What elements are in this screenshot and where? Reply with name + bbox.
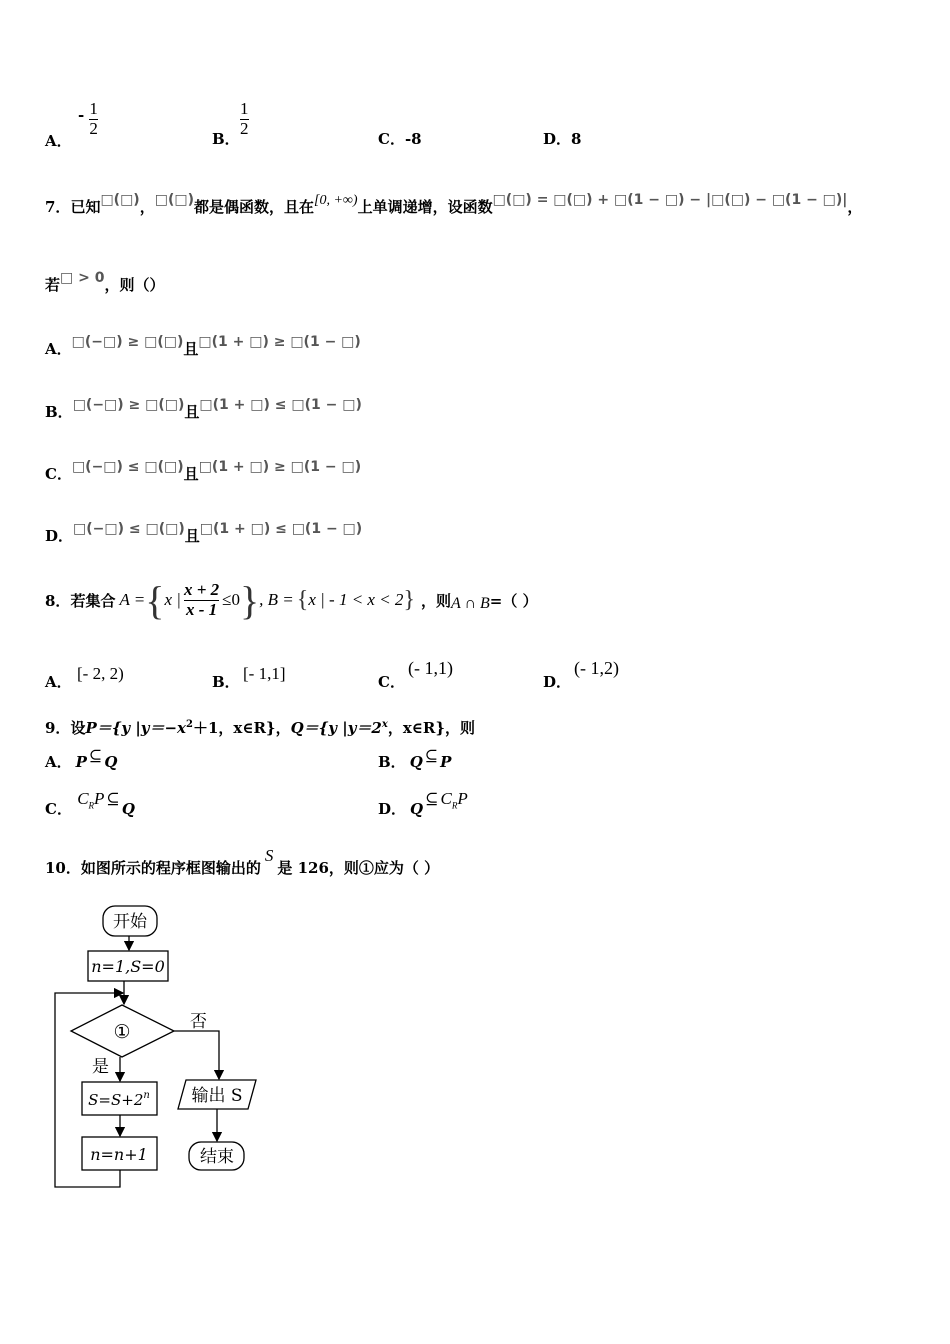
- q7-option-c-right: □(1 + □) ≥ □(1 − □): [198, 459, 362, 475]
- q6-option-c-value: -8: [404, 130, 422, 148]
- q9-option-c-right: Q: [121, 800, 135, 818]
- q7-func-f: □(□): [100, 192, 140, 208]
- flowchart-update-n-label: n=n+1: [90, 1145, 148, 1164]
- q10-number: 10．: [45, 859, 81, 877]
- q8-option-d-label: D．: [543, 673, 572, 691]
- q8-text-2: ，则: [420, 591, 451, 610]
- q6-option-a-label: A．: [45, 132, 72, 150]
- q7-func-g: □(□): [154, 192, 194, 208]
- q9-option-c-label: C．: [45, 800, 72, 818]
- q8-fraction-denominator: x - 1: [185, 599, 218, 619]
- q9-option-b-label: B．: [378, 753, 406, 771]
- q7-option-a-label: A．: [45, 340, 72, 358]
- q7-option-a-and: 且: [183, 340, 199, 358]
- q8-set-a-prefix: A =: [119, 590, 146, 609]
- q6-option-a-numerator: 1: [89, 99, 98, 118]
- q10-text-1: 如图所示的程序框图输出的: [80, 859, 261, 877]
- q8-option-a-label: A．: [45, 673, 72, 691]
- q7-option-a-left: □(−□) ≥ □(□): [71, 334, 184, 350]
- q8-option-c-label: C．: [378, 673, 405, 691]
- flowchart-update-s-label: [88, 1090, 150, 1109]
- q8-set-b-brace-open: {: [296, 586, 309, 613]
- q9-option-a-right: Q: [104, 753, 118, 771]
- q9-p-superscript: 2: [186, 719, 193, 730]
- q10-variable-s: S: [264, 846, 274, 865]
- q9-p-definition: P＝{y |y＝−x: [85, 719, 187, 737]
- q7-option-d-left: □(−□) ≤ □(□): [73, 521, 185, 537]
- q7-option-c-left: □(−□) ≤ □(□): [71, 459, 184, 475]
- q7-comma: ，: [139, 198, 155, 216]
- flowchart-arrow-cond-no: [174, 1031, 219, 1079]
- q9-option-b-left: Q: [409, 753, 423, 771]
- q8-right-brace: }: [239, 577, 260, 623]
- q8-option-c-value: (- 1,1): [408, 658, 453, 678]
- flowchart-output-label: 输出 S: [191, 1086, 243, 1106]
- q9-option-d-left: Q: [410, 800, 424, 818]
- q6-option-c-label: C．: [378, 130, 405, 148]
- q8-fraction-numerator: x + 2: [183, 579, 220, 599]
- q7-option-c-label: C．: [45, 465, 72, 483]
- q9-q-superscript: x: [381, 719, 388, 730]
- q9-p-rest: ＋1，x∈R}，: [192, 719, 291, 737]
- q8-option-d-value: (- 1,2): [574, 658, 619, 678]
- flowchart-end-label: 结束: [200, 1147, 234, 1167]
- q6-option-d-label: D．: [543, 130, 572, 148]
- q7-number: 7．: [45, 198, 71, 216]
- q9-option-d-sub: R: [451, 800, 458, 811]
- q7-option-b-label: B．: [45, 403, 73, 421]
- q7-text-4: ，: [847, 198, 863, 216]
- q7-text-3: 上单调递增，设函数: [357, 198, 493, 216]
- q8-option-b-label: B．: [212, 673, 240, 691]
- q7-option-d-right: □(1 + □) ≤ □(1 − □): [199, 521, 363, 537]
- q8-option-a-value: [- 2, 2): [77, 664, 124, 683]
- q6-option-d-value: 8: [571, 130, 582, 148]
- q7-option-b-right: □(1 + □) ≤ □(1 − □): [199, 397, 362, 413]
- q8-set-a-condition: ≤0: [222, 590, 240, 609]
- q7-text-5: 若: [45, 276, 61, 294]
- q8-text-3: =（ ）: [489, 591, 538, 610]
- q9-option-d-c: C: [440, 789, 452, 808]
- q7-option-a-right: □(1 + □) ≥ □(1 − □): [198, 334, 361, 350]
- flowchart-update-s-sup: n: [143, 1090, 150, 1101]
- q9-option-c-symbol: ⊆: [106, 791, 120, 808]
- q7-text-1: 已知: [70, 198, 101, 216]
- q7-option-b-and: 且: [184, 403, 200, 421]
- q9-option-b-right: P: [440, 753, 452, 771]
- q8-number: 8．: [45, 591, 71, 610]
- q9-option-c-c: C: [77, 789, 89, 808]
- q7-text-6: ，则（）: [104, 276, 165, 294]
- q9-option-d-label: D．: [378, 800, 407, 818]
- q8-intersection: A ∩ B: [450, 595, 490, 612]
- q10-text-2: 是 126，则①应为（ ）: [277, 859, 440, 877]
- flowchart-condition-label: ①: [113, 1021, 131, 1043]
- q9-option-b-symbol: ⊆: [424, 748, 439, 765]
- q8-left-brace: {: [145, 577, 165, 623]
- q8-set-b-body: x | - 1 < x < 2: [308, 590, 404, 609]
- q6-option-a-denominator: 2: [89, 118, 98, 138]
- flowchart-no-label: 否: [190, 1012, 207, 1032]
- q7-option-d-and: 且: [184, 527, 200, 545]
- q9-option-a-symbol: ⊆: [88, 748, 103, 765]
- q8-set-b-prefix: , B =: [259, 590, 294, 609]
- q6-option-b-label: B．: [212, 130, 240, 148]
- q9-option-c-p: P: [94, 789, 105, 808]
- q9-option-d-symbol: ⊆: [425, 791, 439, 808]
- q8-text-1: 若集合: [70, 591, 116, 610]
- q7-interval: [0, +∞): [314, 193, 358, 208]
- q7-option-b-left: □(−□) ≥ □(□): [72, 397, 185, 413]
- q9-option-a-left: P: [75, 753, 87, 771]
- q6-option-b-numerator: 1: [240, 99, 249, 118]
- flowchart-yes-label: 是: [92, 1057, 109, 1077]
- q9-option-c-sub: R: [88, 800, 95, 811]
- q6-option-a-sign: -: [78, 105, 85, 124]
- q6-option-b-denominator: 2: [240, 118, 249, 138]
- q7-condition: □ > 0: [60, 270, 105, 286]
- q8-set-a-var: x |: [164, 590, 181, 609]
- q7-function-definition: □(□) = □(□) + □(1 − □) − |□(□) − □(1 − □)|: [492, 192, 848, 208]
- q7-option-d-label: D．: [45, 527, 74, 545]
- q7-option-c-and: 且: [183, 465, 199, 483]
- q9-option-d-p: P: [457, 789, 468, 808]
- flowchart-start-label: 开始: [113, 912, 147, 932]
- flowchart-update-s-text: S=S+2: [88, 1091, 144, 1109]
- q7-text-2: 都是偶函数，且在: [194, 198, 315, 216]
- q9-option-a-label: A．: [45, 753, 72, 771]
- q8-set-b-brace-close: }: [403, 586, 415, 613]
- q9-text-1: 设: [70, 719, 86, 737]
- q9-q-rest: ，x∈R}，则: [387, 719, 475, 737]
- q8-option-b-value: [- 1,1]: [243, 664, 286, 683]
- q9-q-definition: Q＝{y |y＝2: [290, 719, 382, 737]
- q9-number: 9．: [45, 719, 71, 737]
- flowchart-init-label: n=1,S=0: [91, 957, 165, 976]
